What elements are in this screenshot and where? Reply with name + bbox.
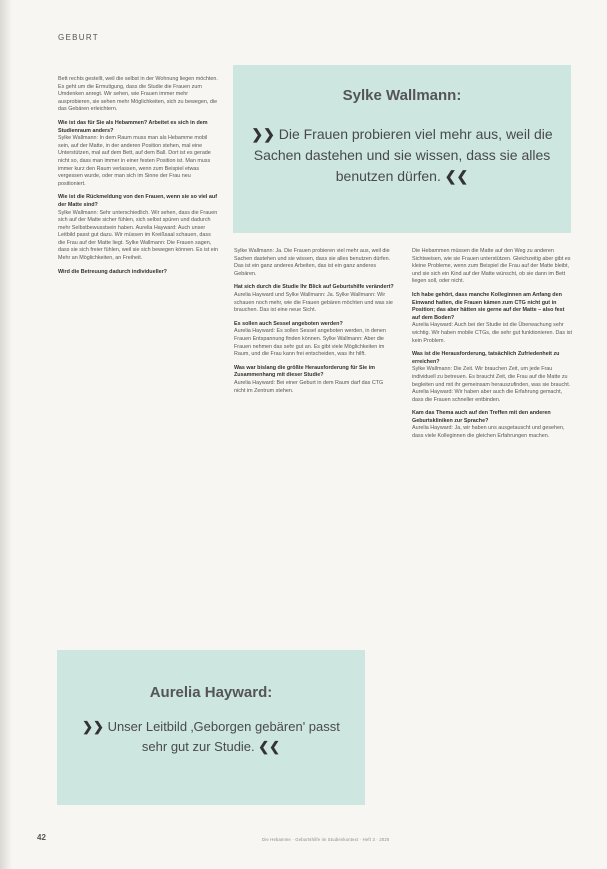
interview-answer: Die Hebammen müssen die Matte auf den Weg zu anderen Sichtweisen, wie sie Frauen unterstützen. Gleichzeitig aber gibt es kleine Probleme, wenn zum Beispiel die Frau auf der Matte bleibt, und sie sich ein Kind auf der Matte wünscht, ob sie dann im Bett liegen soll, oder nicht.: [412, 248, 571, 285]
pull-quote-body: Die Frauen probieren viel mehr aus, weil die Sachen dastehen und sie wissen, dass sie alles benutzen dürfen.: [253, 126, 553, 184]
quote-open-icon: ❯❯: [82, 719, 104, 734]
interview-answer: Sylke Wallmann: Ja. Die Frauen probieren viel mehr aus, weil die Sachen dastehen und sie wissen, dass sie alles benutzen dürfen. Das ist ein ganz anderes Arbeiten, das ist ein ganz anderes Gebären.: [234, 248, 391, 277]
pull-quote-box-bottom: [57, 650, 365, 805]
interview-question: Kam das Thema auch auf den Treffen mit den anderen Geburtskliniken zur Sprache?: [412, 410, 551, 424]
interview-answer: Aurelia Hayward: Auch bei der Studie ist die Überwachung sehr wichtig. Wir haben mobile CTGs, die sehr gut funktionieren. Das ist kein Problem.: [412, 322, 572, 344]
pull-quote-box-top: [233, 65, 571, 233]
interview-answer: Sylke Wallmann: In dem Raum muss man als Hebamme mobil sein, auf der Matte, in der anderen Position stehen, mal eine Unterstützen, mal auf dem Bett, auf dem Ball. Dort ist es gerade nicht so, dass man immer in einer festen Position ist. Man muss immer kurz den Raum verlassen, wenn zum Beispiel etwas vergessen wurde, oder man sich im Sinne der Frau neu positioniert.: [58, 135, 211, 187]
pull-quote-speaker: Sylke Wallmann:: [342, 87, 462, 104]
section-label: GEBURT: [58, 33, 99, 42]
page-fold-shadow: [0, 0, 12, 869]
interview-question: Ich habe gehört, dass manche Kolleginnen am Anfang den Einwand hatten, die Frauen kämen zum CTG nicht gut in Position; das aber hätten sie gerne auf der Matte – also fest auf dem Boden?: [412, 291, 565, 321]
footer-text: Die Hebamme · Geburtshilfe im Studienkontext · Heft 3 · 2020: [262, 837, 390, 842]
interview-question: Es sollen auch Sessel angeboten werden?: [234, 320, 343, 327]
interview-answer: Sylke Wallmann: Sehr unterschiedlich. Wir sehen, dass die Frauen sich auf der Matte sicher fühlen, sich selbst spüren und dadurch mehr Selbstbewusstsein haben. Aurelia Hayward: Auch unser Leitbild passt gut dazu. Wir müssen im Kreißsaal schauen, dass die Frau auf der Matte liegt. Sylke Wallmann: Die Frauen sagen, dass sie sich freier fühlen, weil sie sich bewegen können. Es ist ein Mehr an Möglichkeiten, an Freiheit.: [58, 209, 219, 262]
text-column-3: [412, 248, 572, 447]
interview-question: Was war bislang die größte Herausforderung für Sie im Zusammenhang mit dieser Studie?: [234, 364, 375, 379]
page-number: 42: [37, 833, 46, 842]
quote-close-icon: ❮❮: [258, 739, 281, 754]
interview-question: Hat sich durch die Studie Ihr Blick auf Geburtshilfe verändert?: [234, 284, 394, 291]
interview-question: Was ist die Herausforderung, tatsächlich Zufriedenheit zu erreichen?: [412, 351, 560, 365]
interview-question: Wie ist die Rückmeldung von den Frauen, wenn sie so viel auf der Matte sind?: [58, 194, 218, 208]
text-column-1: [58, 76, 218, 276]
interview-question: Wird die Betreuung dadurch individueller?: [58, 268, 167, 275]
pull-quote-speaker: Aurelia Hayward:: [149, 684, 273, 701]
pull-quote-text: [242, 124, 562, 187]
interview-answer: Sylke Wallmann: Die Zeit. Wir brauchen Zeit, um jede Frau individuell zu betreuen. Es braucht Zeit, die Frau auf die Matte zu begleiten und mit ihr gemeinsam herauszufinden, was sie braucht. Aurelia Hayward: Wir haben aber auch die Erfahrung gemacht, dass die Frauen schneller entbinden.: [412, 366, 571, 403]
pull-quote-body: Unser Leitbild ‚Geborgen gebären' passt sehr gut zur Studie.: [107, 719, 340, 754]
text-column-2: [234, 248, 394, 401]
quote-close-icon: ❮❮: [444, 168, 469, 184]
interview-answer: Aurelia Hayward: Bei einer Geburt in dem Raum darf das CTG nicht im Zentrum stehen.: [234, 379, 384, 394]
interview-answer: Aurelia Hayward und Sylke Wallmann: Ja. Sylke Wallmann: Wir schauen noch mehr, wie die Frauen gebären möchten und was sie brauchen. Das ist eine neue Sicht.: [234, 291, 393, 314]
interview-answer: Bett rechts gestellt, weil die selbst in der Wohnung liegen möchten. Es geht um die Ermutigung, dass die Studie die Frauen zum Umdenken anregt. Wir sehen, wie Frauen immer mehr ausprobieren, sie sehen mehr Möglichkeiten, sich zu bewegen, die das Gebären erleichtern.: [58, 76, 218, 113]
quote-open-icon: ❯❯: [251, 126, 275, 142]
interview-answer: Aurelia Hayward: Ja, wir haben uns ausgetauscht und gesehen, dass viele Kolleginnen die gleichen Erfahrungen machen.: [412, 425, 565, 440]
interview-question: Wie ist das für Sie als Hebammen? Arbeitet es sich in dem Studienraum anders?: [58, 119, 208, 134]
interview-answer: Aurelia Hayward: Es sollen Sessel angeboten werden, in denen Frauen Entspannung finden können. Sylke Wallmann: Aber die Frauen nehmen das sehr gut an. Es gibt viele Möglichkeiten im Raum, und die Frau kann frei entscheiden, was ihr hilft.: [234, 328, 386, 358]
pull-quote-text: [81, 717, 341, 757]
